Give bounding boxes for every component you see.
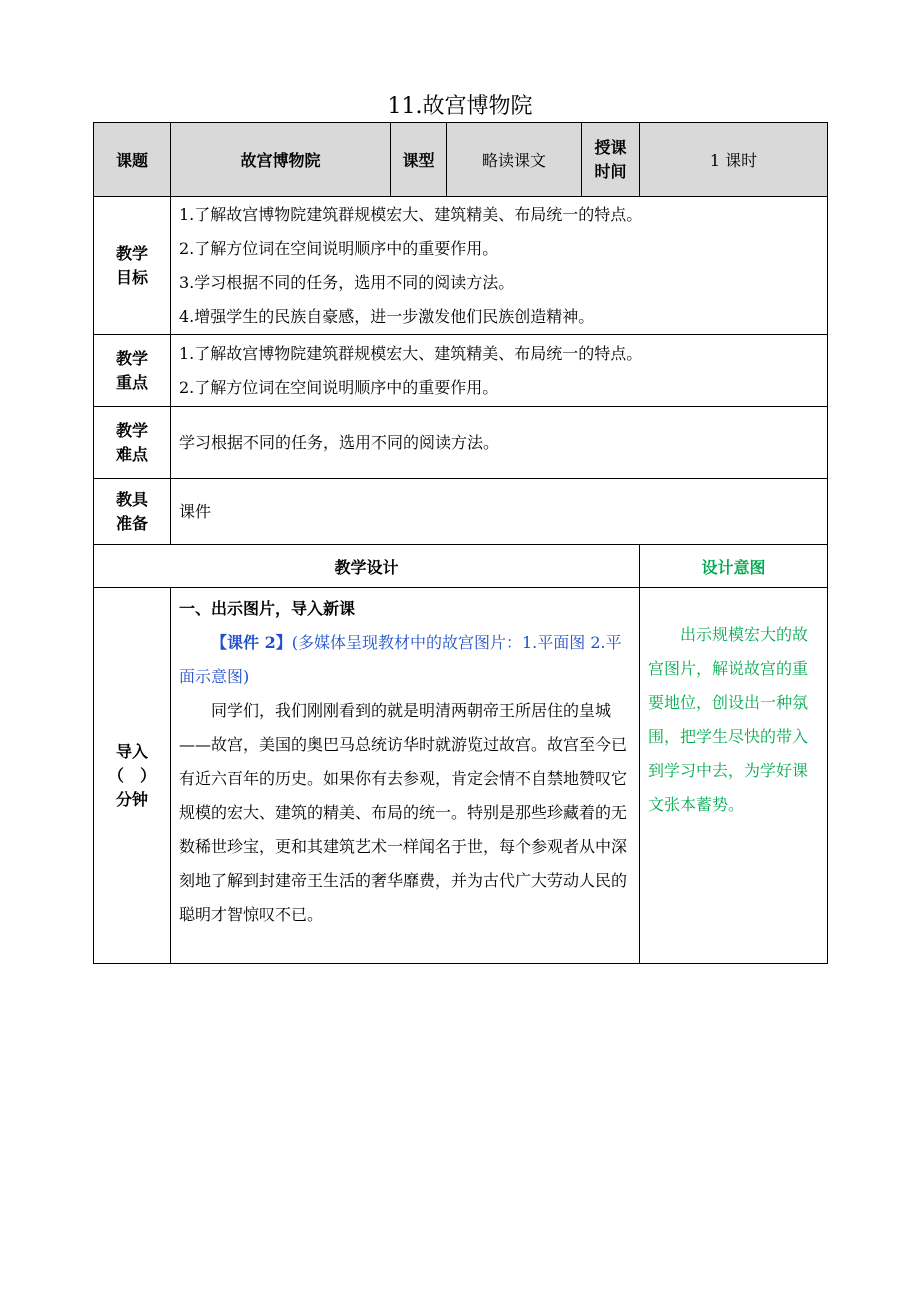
lesson-plan-table bbox=[93, 122, 828, 964]
goal-item: 1.了解故宫博物院建筑群规模宏大、建筑精美、布局统一的特点。 bbox=[179, 204, 643, 224]
tools-label bbox=[94, 479, 171, 545]
focus-row bbox=[94, 335, 828, 407]
goals-label-line-2: 目标 bbox=[115, 267, 148, 287]
goals-row bbox=[94, 197, 828, 335]
topic-label: 课题 bbox=[94, 123, 171, 197]
topic-value: 故宫博物院 bbox=[171, 123, 391, 197]
tools-label-line-1: 教具 bbox=[115, 489, 148, 509]
design-header-row bbox=[94, 545, 828, 588]
header-row bbox=[94, 123, 828, 197]
goal-item: 3.学习根据不同的任务，选用不同的阅读方法。 bbox=[179, 272, 515, 292]
goals-label-line-1: 教学 bbox=[115, 243, 148, 263]
time-label-line-1: 授课 bbox=[594, 137, 627, 157]
intro-label-line-2: （ ） bbox=[107, 765, 156, 785]
intro-label-line-3: 分钟 bbox=[115, 789, 148, 809]
focus-item: 2.了解方位词在空间说明顺序中的重要作用。 bbox=[179, 377, 499, 397]
intro-section-title: 一、出示图片，导入新课 bbox=[179, 599, 356, 618]
intro-label bbox=[94, 588, 171, 964]
courseware-tag: 【课件 2】 bbox=[211, 633, 292, 652]
tools-content: 课件 bbox=[171, 479, 828, 545]
difficulty-content: 学习根据不同的任务，选用不同的阅读方法。 bbox=[171, 407, 828, 479]
page-title: 11.故宫博物院 bbox=[387, 94, 533, 119]
difficulty-label-line-2: 难点 bbox=[115, 444, 148, 464]
intro-paragraph: 同学们，我们刚刚看到的就是明清两朝帝王所居住的皇城——故宫，美国的奥巴马总统访华时就游览过故宫。故宫至今已有近六百年的历史。如果你有去参观，肯定会情不自禁地赞叹它规模的宏大、建筑的精美、布局的统一。特别是那些珍藏着的无数稀世珍宝，更和其建筑艺术一样闻名于世，每个参观者从中深刻地了解到封建帝王生活的奢华靡费，并为古代广大劳动人民的聪明才智惊叹不已。 bbox=[179, 701, 628, 924]
focus-content bbox=[171, 335, 828, 407]
time-value: 1 课时 bbox=[640, 123, 828, 197]
focus-label-line-1: 教学 bbox=[115, 348, 148, 368]
intro-label-line-1: 导入 bbox=[115, 741, 148, 761]
design-header: 教学设计 bbox=[94, 545, 640, 588]
focus-label-line-2: 重点 bbox=[115, 372, 148, 392]
intent-header: 设计意图 bbox=[640, 545, 828, 588]
difficulty-row bbox=[94, 407, 828, 479]
tools-label-line-2: 准备 bbox=[115, 513, 148, 533]
time-label bbox=[582, 123, 640, 197]
goals-label bbox=[94, 197, 171, 335]
tools-row bbox=[94, 479, 828, 545]
goal-item: 2.了解方位词在空间说明顺序中的重要作用。 bbox=[179, 238, 499, 258]
difficulty-label-line-1: 教学 bbox=[115, 420, 148, 440]
intro-content bbox=[171, 588, 640, 964]
focus-label bbox=[94, 335, 171, 407]
focus-item: 1.了解故宫博物院建筑群规模宏大、建筑精美、布局统一的特点。 bbox=[179, 343, 643, 363]
courseware-text: (多媒体呈现教材中的故宫图片：1.平面图 2.平面示意图) bbox=[179, 633, 622, 686]
intro-intent bbox=[640, 588, 828, 964]
type-label: 课型 bbox=[391, 123, 447, 197]
goals-content bbox=[171, 197, 828, 335]
type-value: 略读课文 bbox=[447, 123, 582, 197]
courseware-note bbox=[179, 626, 631, 694]
goal-item: 4.增强学生的民族自豪感，进一步激发他们民族创造精神。 bbox=[179, 306, 595, 326]
difficulty-label bbox=[94, 407, 171, 479]
intro-row bbox=[94, 588, 828, 964]
time-label-line-2: 时间 bbox=[594, 161, 627, 181]
intro-intent-text: 出示规模宏大的故宫图片，解说故宫的重要地位，创设出一种氛围，把学生尽快的带入到学习中去，为学好课文张本蓄势。 bbox=[648, 625, 809, 814]
